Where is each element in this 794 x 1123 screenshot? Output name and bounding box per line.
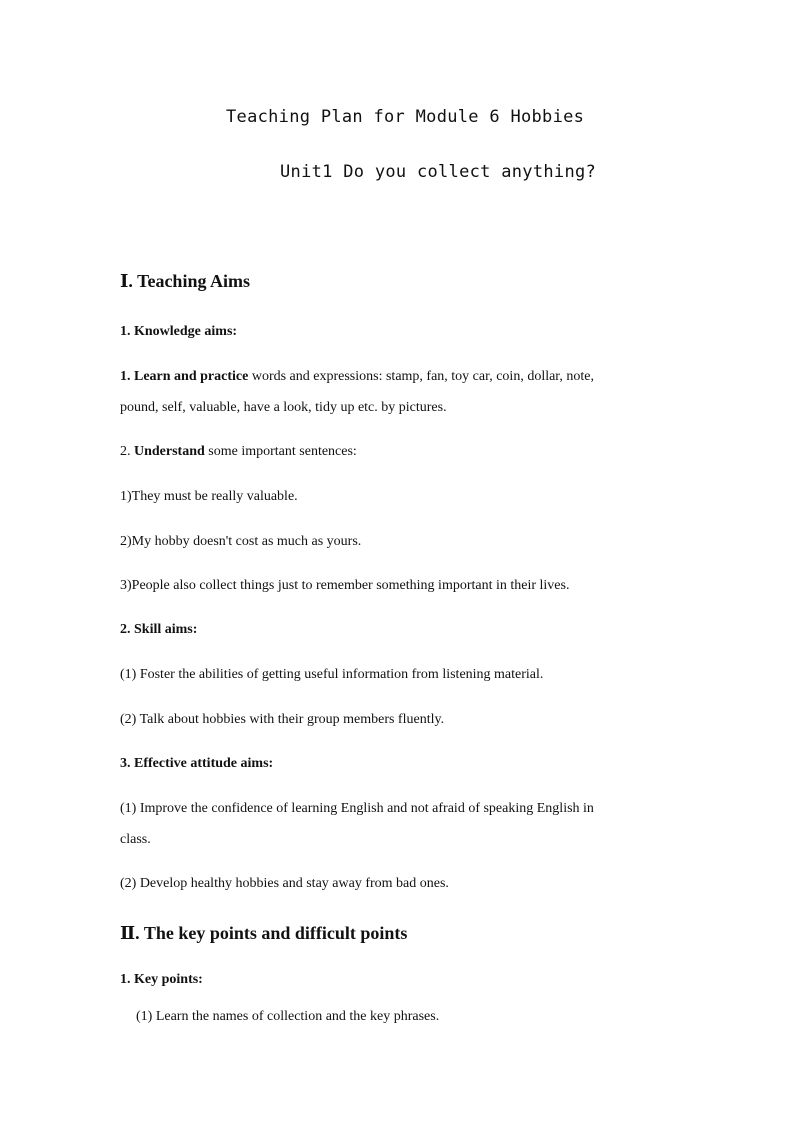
document-subtitle: Unit1 Do you collect anything? xyxy=(280,162,597,182)
knowledge-item-1-line-2: pound, self, valuable, have a look, tidy up etc. by pictures. xyxy=(120,400,447,415)
subheading-attitude-aims: 3. Effective attitude aims: xyxy=(120,756,274,771)
knowledge-item-2: 2. Understand some important sentences: xyxy=(120,444,357,459)
sentence-3: 3)People also collect things just to remember something important in their lives. xyxy=(120,578,570,593)
sentence-1: 1)They must be really valuable. xyxy=(120,489,298,504)
attitude-item-1-line-2: class. xyxy=(120,832,151,847)
sentence-2: 2)My hobby doesn't cost as much as yours. xyxy=(120,534,362,549)
section-heading-key-points: Ⅱ. The key points and difficult points xyxy=(120,923,408,943)
skill-item-2: (2) Talk about hobbies with their group members fluently. xyxy=(120,712,445,727)
subheading-key-points: 1. Key points: xyxy=(120,972,203,987)
attitude-item-1-line-1: (1) Improve the confidence of learning English and not afraid of speaking English in xyxy=(120,801,594,816)
section-heading-teaching-aims: Ⅰ. Teaching Aims xyxy=(120,271,250,291)
subheading-knowledge-aims: 1. Knowledge aims: xyxy=(120,324,238,339)
subheading-skill-aims: 2. Skill aims: xyxy=(120,622,198,637)
attitude-item-2: (2) Develop healthy hobbies and stay away from bad ones. xyxy=(120,876,449,891)
key-point-item-1: (1) Learn the names of collection and the key phrases. xyxy=(136,1009,440,1024)
skill-item-1: (1) Foster the abilities of getting useful information from listening material. xyxy=(120,667,544,682)
knowledge-item-1-line-1: 1. Learn and practice words and expressions: stamp, fan, toy car, coin, dollar, note, xyxy=(120,369,595,384)
document-title: Teaching Plan for Module 6 Hobbies xyxy=(226,107,585,127)
